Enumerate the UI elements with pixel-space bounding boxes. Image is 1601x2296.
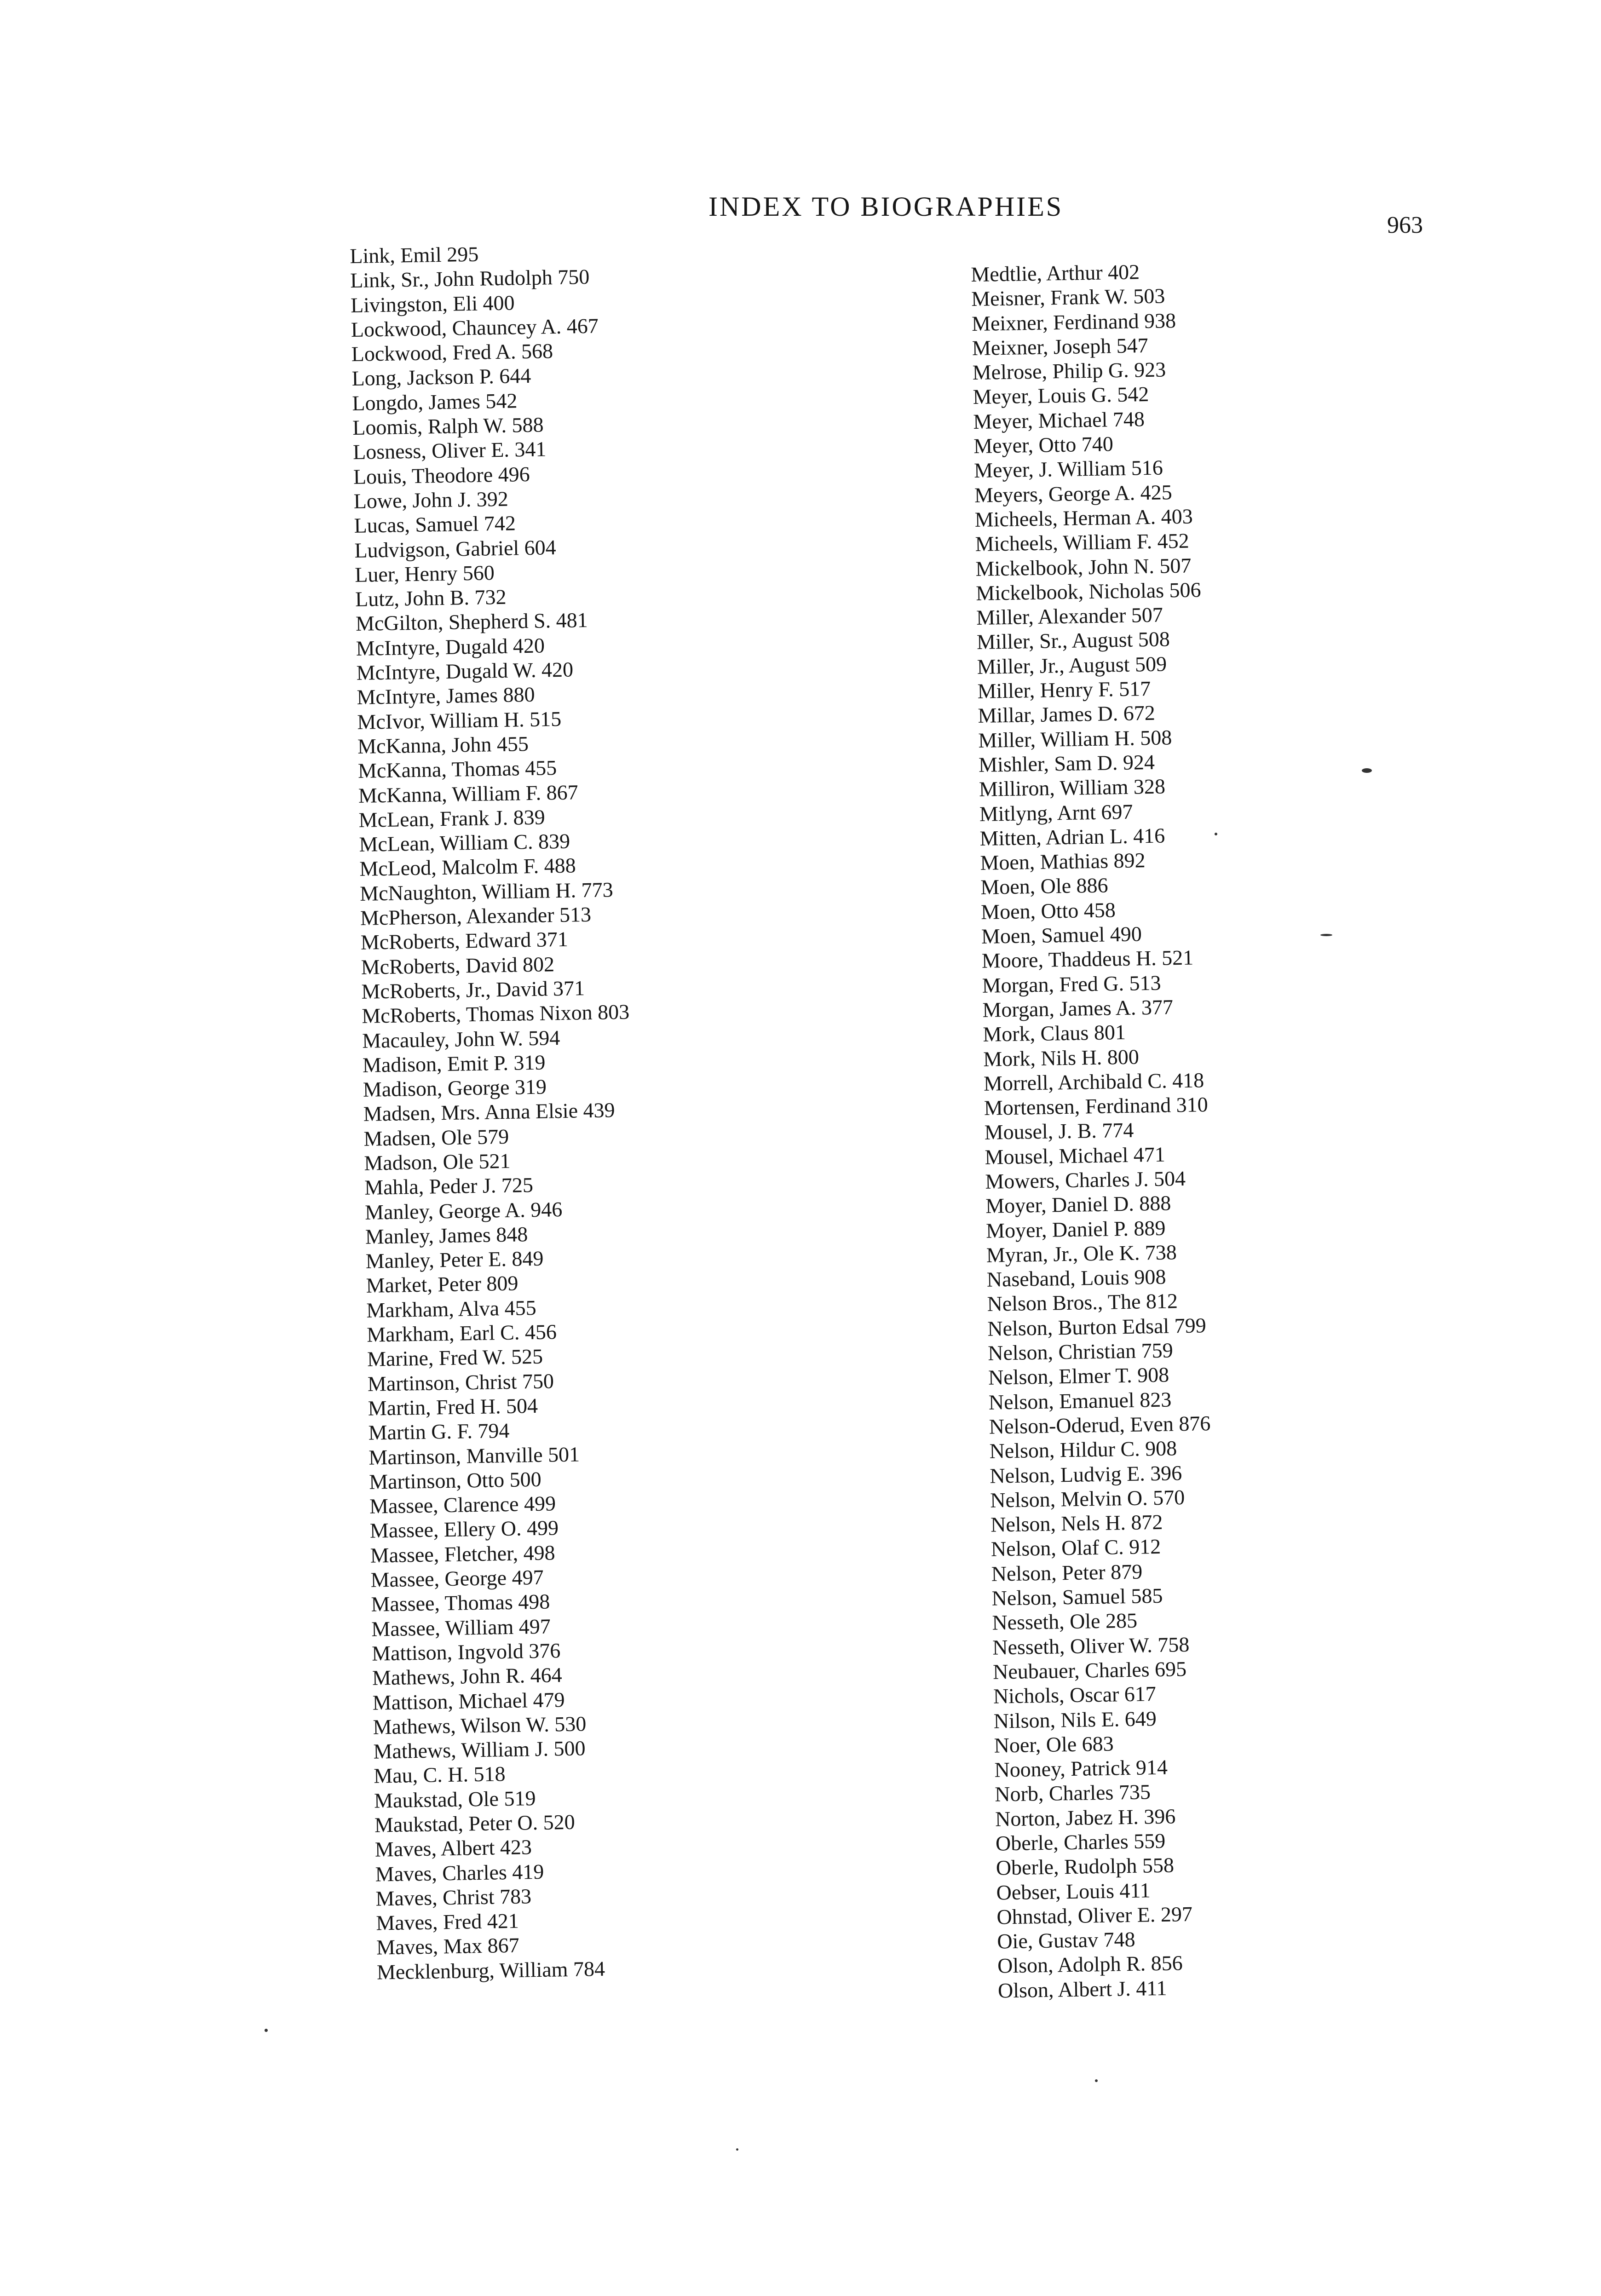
index-entry: Nelson-Oderud, Even 876 [989, 1411, 1211, 1439]
index-entry: Madsen, Mrs. Anna Elsie 439 [363, 1098, 615, 1126]
index-entry: McLeod, Malcolm F. 488 [359, 853, 576, 881]
index-entry: McIntyre, Dugald 420 [356, 633, 545, 660]
index-entry: Mitlyng, Arnt 697 [979, 800, 1133, 826]
index-entry: Manley, Peter E. 849 [365, 1246, 544, 1273]
index-entry: McPherson, Alexander 513 [360, 902, 592, 930]
index-entry: Norb, Charles 735 [994, 1780, 1151, 1806]
index-entry: Olson, Adolph R. 856 [997, 1951, 1183, 1978]
index-entry: Olson, Albert J. 411 [997, 1976, 1167, 2003]
index-entry: Nesseth, Oliver W. 758 [992, 1632, 1190, 1659]
index-entry: Moen, Mathias 892 [980, 848, 1146, 875]
index-entry: Millar, James D. 672 [978, 701, 1156, 728]
index-entry: Noer, Ole 683 [994, 1732, 1114, 1757]
index-entry: Maves, Max 867 [376, 1933, 520, 1960]
index-entry: Nichols, Oscar 617 [993, 1682, 1157, 1708]
index-entry: Mortensen, Ferdinand 310 [984, 1093, 1208, 1120]
scan-speck [1320, 934, 1332, 936]
index-entry: Maukstad, Peter O. 520 [374, 1810, 575, 1837]
index-entry: Morgan, Fred G. 513 [982, 971, 1161, 997]
scan-speck [1362, 768, 1372, 773]
scan-speck [265, 2029, 268, 2032]
index-entry: Marine, Fred W. 525 [367, 1345, 543, 1371]
index-entry: Link, Sr., John Rudolph 750 [350, 265, 590, 293]
index-entry: Nelson, Emanuel 823 [988, 1387, 1172, 1414]
index-entry: Massee, George 497 [370, 1565, 544, 1592]
index-entry: Massee, Thomas 498 [371, 1589, 550, 1616]
index-entry: Mousel, Michael 471 [985, 1142, 1166, 1169]
index-entry: Maves, Christ 783 [375, 1884, 532, 1910]
index-entry: Mork, Nils H. 800 [983, 1044, 1140, 1071]
index-entry: McIvor, William H. 515 [357, 707, 562, 734]
index-entry: Mowers, Charles J. 504 [985, 1166, 1186, 1193]
index-entry: Long, Jackson P. 644 [351, 364, 531, 391]
index-entry: Naseband, Louis 908 [986, 1265, 1166, 1291]
index-entry: Moyer, Daniel D. 888 [985, 1191, 1171, 1218]
index-entry: Link, Emil 295 [350, 242, 479, 268]
index-entry: McKanna, Thomas 455 [357, 756, 557, 783]
index-entry: Meyer, Michael 748 [973, 407, 1145, 433]
index-entry: Maves, Charles 419 [375, 1859, 544, 1886]
index-column-left [350, 240, 645, 1985]
index-entry: Mahla, Peder J. 725 [364, 1173, 534, 1200]
index-entry: Melrose, Philip G. 923 [972, 357, 1166, 385]
index-entry: Nelson, Olaf C. 912 [991, 1535, 1161, 1561]
index-entry: Nelson, Hildur C. 908 [989, 1436, 1177, 1463]
index-entry: Morrell, Archibald C. 418 [983, 1068, 1204, 1095]
index-entry: Longdo, James 542 [352, 389, 518, 415]
index-entry: Nelson, Christian 759 [987, 1338, 1174, 1365]
index-entry: Louis, Theodore 496 [353, 462, 530, 489]
index-entry: McNaughton, William H. 773 [359, 877, 614, 905]
index-entry: Meyer, Louis G. 542 [973, 382, 1149, 409]
index-entry: McLean, Frank J. 839 [358, 805, 546, 832]
index-entry: McKanna, John 455 [357, 731, 529, 758]
index-entry: Mishler, Sam D. 924 [978, 750, 1155, 777]
index-entry: Martinson, Otto 500 [369, 1467, 542, 1494]
index-entry: Mousel, J. B. 774 [984, 1118, 1134, 1145]
index-entry: Livingston, Eli 400 [350, 290, 515, 317]
index-entry: Medtlie, Arthur 402 [971, 260, 1140, 286]
index-entry: Nelson, Burton Edsal 799 [987, 1313, 1207, 1341]
index-entry: Ohnstad, Oliver E. 297 [996, 1902, 1193, 1929]
index-entry: Nelson Bros., The 812 [987, 1289, 1178, 1316]
index-entry: Mattison, Ingvold 376 [371, 1639, 561, 1665]
index-entry: Losness, Oliver E. 341 [352, 437, 547, 464]
index-entry: Lockwood, Fred A. 568 [351, 339, 553, 366]
index-entry: Meixner, Ferdinand 938 [971, 308, 1176, 335]
index-entry: Morgan, James A. 377 [982, 995, 1174, 1022]
index-entry: Moore, Thaddeus H. 521 [981, 945, 1194, 973]
index-entry: McRoberts, Jr., David 371 [361, 976, 585, 1003]
scan-speck [736, 2148, 738, 2151]
index-entry: Martin G. F. 794 [368, 1419, 510, 1444]
index-entry: McGilton, Shepherd S. 481 [355, 608, 588, 636]
scan-speck [1215, 833, 1217, 835]
index-entry: Miller, Henry F. 517 [977, 677, 1151, 703]
index-entry: Moyer, Daniel P. 889 [985, 1216, 1166, 1243]
scan-speck [1095, 2079, 1098, 2082]
index-entry: Mathews, William J. 500 [373, 1736, 586, 1763]
index-entry: Meixner, Joseph 547 [972, 333, 1148, 360]
index-entry: Massee, William 497 [371, 1614, 551, 1641]
index-entry: Maves, Albert 423 [374, 1835, 532, 1861]
page-number: 963 [1387, 212, 1423, 238]
index-entry: Oberle, Charles 559 [995, 1829, 1166, 1855]
index-entry: Martinson, Christ 750 [367, 1369, 554, 1396]
index-entry: McRoberts, David 802 [361, 952, 555, 979]
index-entry: Madison, George 319 [363, 1075, 547, 1101]
index-entry: Miller, Sr., August 508 [976, 627, 1170, 654]
index-entry: Luer, Henry 560 [354, 561, 495, 587]
index-entry: Martinson, Manville 501 [369, 1442, 580, 1469]
index-entry: Norton, Jabez H. 396 [995, 1804, 1176, 1831]
index-entry: Meyer, J. William 516 [973, 455, 1163, 483]
index-entry: Mork, Claus 801 [982, 1020, 1126, 1046]
index-entry: Nelson, Nels H. 872 [990, 1510, 1163, 1536]
index-entry: McIntyre, Dugald W. 420 [356, 657, 574, 685]
index-entry: Martin, Fred H. 504 [368, 1393, 538, 1420]
index-entry: McKanna, William F. 867 [358, 780, 579, 807]
index-entry: McRoberts, Thomas Nixon 803 [361, 1000, 630, 1028]
index-entry: Madson, Ole 521 [363, 1149, 511, 1175]
index-entry: Neubauer, Charles 695 [992, 1657, 1187, 1684]
index-entry: Manley, James 848 [365, 1222, 528, 1249]
index-entry: Loomis, Ralph W. 588 [352, 413, 544, 440]
index-entry: Micheels, William F. 452 [975, 529, 1190, 556]
index-entry: Massee, Fletcher, 498 [370, 1541, 555, 1567]
index-entry: Meisner, Frank W. 503 [971, 284, 1165, 311]
index-entry: McRoberts, Edward 371 [360, 927, 569, 955]
index-entry: Mattison, Michael 479 [372, 1687, 565, 1715]
index-entry: Moen, Otto 458 [980, 898, 1116, 924]
index-entry: Maves, Fred 421 [375, 1909, 519, 1935]
index-entry: Micheels, Herman A. 403 [974, 504, 1193, 531]
index-entry: Lockwood, Chauncey A. 467 [351, 314, 599, 341]
index-entry: Massee, Ellery O. 499 [369, 1516, 559, 1543]
index-entry: Maukstad, Ole 519 [374, 1786, 536, 1813]
index-entry: Nesseth, Ole 285 [992, 1609, 1138, 1634]
index-entry: Oberle, Rudolph 558 [996, 1853, 1175, 1880]
index-entry: Ludvigson, Gabriel 604 [354, 535, 557, 562]
page-title: INDEX TO BIOGRAPHIES [708, 191, 1064, 222]
index-entry: Nooney, Patrick 914 [994, 1755, 1168, 1782]
index-entry: Nelson, Samuel 585 [991, 1583, 1163, 1610]
index-entry: Lowe, John J. 392 [353, 487, 509, 513]
index-entry: Mickelbook, John N. 507 [975, 553, 1192, 581]
index-column-right [971, 259, 1223, 2003]
index-entry: Lutz, John B. 732 [355, 585, 507, 611]
index-entry: McLean, William C. 839 [359, 829, 570, 856]
index-entry: Madsen, Ole 579 [363, 1124, 509, 1151]
index-entry: Mau, C. H. 518 [373, 1762, 506, 1788]
index-entry: Mathews, John R. 464 [372, 1663, 563, 1690]
index-entry: McIntyre, James 880 [357, 683, 535, 709]
index-entry: Moen, Samuel 490 [981, 922, 1142, 948]
index-entry: Nelson, Ludvig E. 396 [990, 1461, 1182, 1488]
index-entry: Mitten, Adrian L. 416 [979, 823, 1165, 850]
index-entry: Oebser, Louis 411 [996, 1878, 1151, 1905]
index-entry: Nelson, Elmer T. 908 [988, 1363, 1169, 1390]
index-entry: Meyers, George A. 425 [974, 480, 1172, 507]
index-entry: Miller, Jr., August 509 [977, 652, 1167, 679]
index-entry: Manley, George A. 946 [364, 1197, 563, 1224]
index-entry: Meyer, Otto 740 [973, 432, 1114, 458]
index-entry: Markham, Earl C. 456 [366, 1320, 557, 1347]
index-entry: Nelson, Melvin O. 570 [990, 1485, 1185, 1512]
index-entry: Nilson, Nils E. 649 [993, 1706, 1157, 1733]
index-entry: Massee, Clarence 499 [369, 1491, 556, 1518]
index-entry: Nelson, Peter 879 [991, 1559, 1143, 1586]
index-entry: Myran, Jr., Ole K. 738 [986, 1240, 1177, 1267]
index-entry: Macauley, John W. 594 [362, 1025, 560, 1053]
index-entry: Lucas, Samuel 742 [354, 511, 516, 538]
index-entry: Miller, William H. 508 [978, 725, 1172, 752]
index-entry: Madison, Emit P. 319 [362, 1050, 546, 1077]
index-entry: Markham, Alva 455 [366, 1295, 536, 1322]
index-entry: Mickelbook, Nicholas 506 [975, 578, 1201, 605]
index-entry: Miller, Alexander 507 [976, 603, 1163, 630]
index-entry: Mathews, Wilson W. 530 [373, 1712, 587, 1739]
index-entry: Moen, Ole 886 [980, 873, 1108, 899]
index-entry: Milliron, William 328 [979, 774, 1166, 801]
index-entry: Market, Peter 809 [366, 1271, 518, 1298]
index-entry: Oie, Gustav 748 [996, 1928, 1135, 1953]
index-entry: Mecklenburg, William 784 [376, 1956, 605, 1984]
